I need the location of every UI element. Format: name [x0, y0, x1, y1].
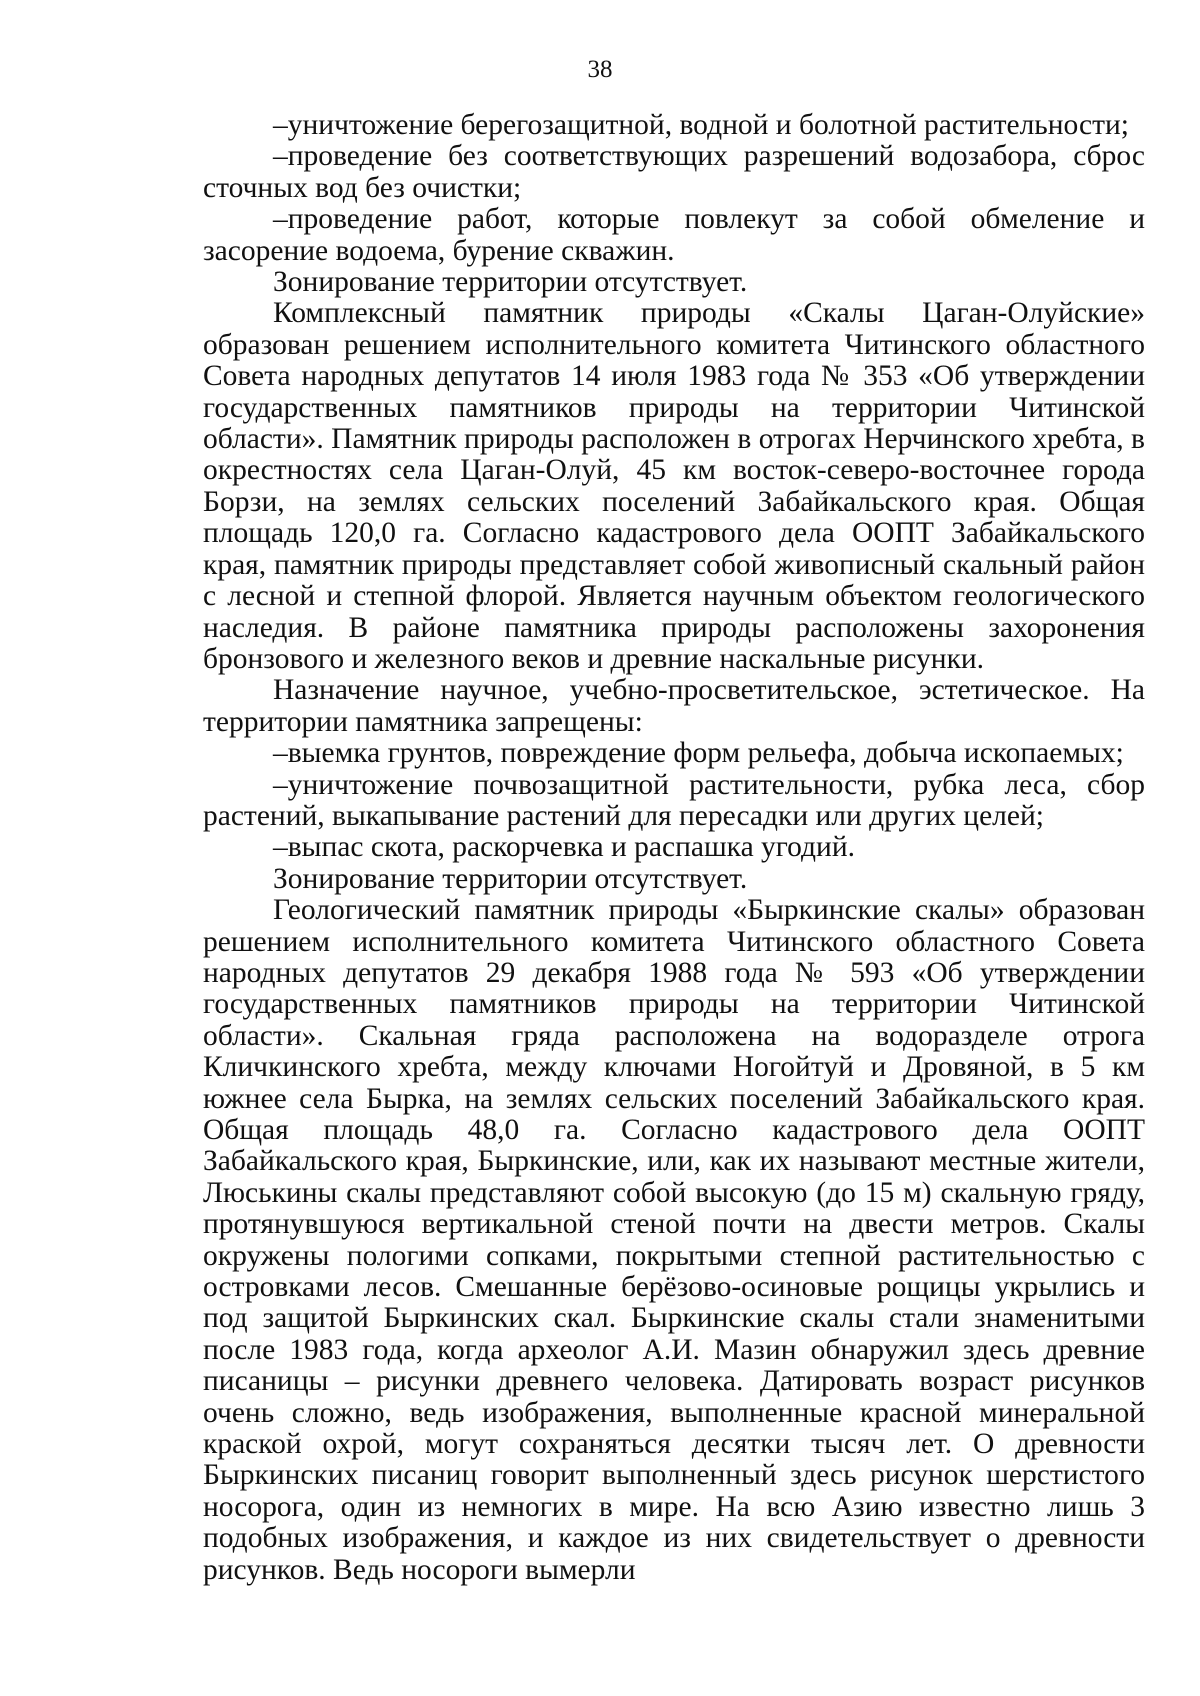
list-item-grazing: –выпас скота, раскорчевка и распашка угодий.: [273, 831, 856, 864]
list-item-soil-extraction: –выемка грунтов, повреждение форм рельефа, добыча ископаемых;: [273, 737, 1124, 770]
zoning-statement: Зонирование территории отсутствует.: [273, 266, 748, 299]
paragraph-purpose-prohibitions: Назначение научное, учебно-просветительское, эстетическое. На территории памятника запрещены:: [203, 674, 1145, 738]
list-item-shallowing-works: –проведение работ, которые повлекут за собой обмеление и засорение водоема, бурение скважин.: [203, 203, 1145, 267]
paragraph-tsagan-oluy-rocks: Комплексный памятник природы «Скалы Цаган-Олуйские» образован решением исполнительного комитета Читинского областного Совета народных депутатов 14 июля 1983 года № 353 «Об утверждении государственных памятников природы на территории Читинской области». Памятник природы расположен в отрогах Нерчинского хребта, в окрестностях села Цаган-Олуй, 45 км восток-северо-восточнее города Борзи, на землях сельских поселений Забайкальского края. Общая площадь 120,0 га. Согласно кадастрового дела ООПТ Забайкальского края, памятник природы представляет собой живописный скальный район с лесной и степной флорой. Является научным объектом геологического наследия. В районе памятника природы расположены захоронения бронзового и железного веков и древние наскальные рисунки.: [203, 297, 1145, 675]
document-body: [203, 110, 1145, 1586]
list-item-vegetation-destruction: –уничтожение почвозащитной растительности, рубка леса, сбор растений, выкапывание растений для пересадки или других целей;: [203, 768, 1145, 832]
list-item-water-intake: –проведение без соответствующих разрешений водозабора, сброс сточных вод без очистки;: [203, 140, 1145, 204]
paragraph-byrka-rocks: Геологический памятник природы «Быркинские скалы» образован решением исполнительного комитета Читинского областного Совета народных депутатов 29 декабря 1988 года № 593 «Об утверждении государственных памятников природы на территории Читинской области». Скальная гряда расположена на водоразделе отрога Кличкинского хребта, между ключами Ногойтуй и Дровяной, в 5 км южнее села Бырка, на землях сельских поселений Забайкальского края. Общая площадь 48,0 га. Согласно кадастрового дела ООПТ Забайкальского края, Быркинские, или, как их называют местные жители, Люськины скалы представляют собой высокую (до 15 м) скальную гряду, протянувшуюся вертикальной стеной почти на двести метров. Скалы окружены пологими сопками, покрытыми степной растительностью с островками лесов. Смешанные берёзово-осиновые рощицы укрылись и под защитой Быркинских скал. Быркинские скалы стали знаменитыми после 1983 года, когда археолог А.И. Мазин обнаружил здесь древние писаницы – рисунки древнего человека. Датировать возраст рисунков очень сложно, ведь изображения, выполненные красной минеральной краской охрой, могут сохраняться десятки тысяч лет. О древности Быркинских писаниц говорит выполненный здесь рисунок шерстистого носорога, один из немногих в мире. На всю Азию известно лишь 3 подобных изображения, и каждое из них свидетельствует о древности рисунков. Ведь носороги вымерли: [203, 894, 1145, 1586]
list-item-shore-vegetation: –уничтожение берегозащитной, водной и болотной растительности;: [273, 109, 1130, 141]
zoning-statement: Зонирование территории отсутствует.: [273, 862, 748, 895]
page-number: 38: [587, 56, 613, 83]
